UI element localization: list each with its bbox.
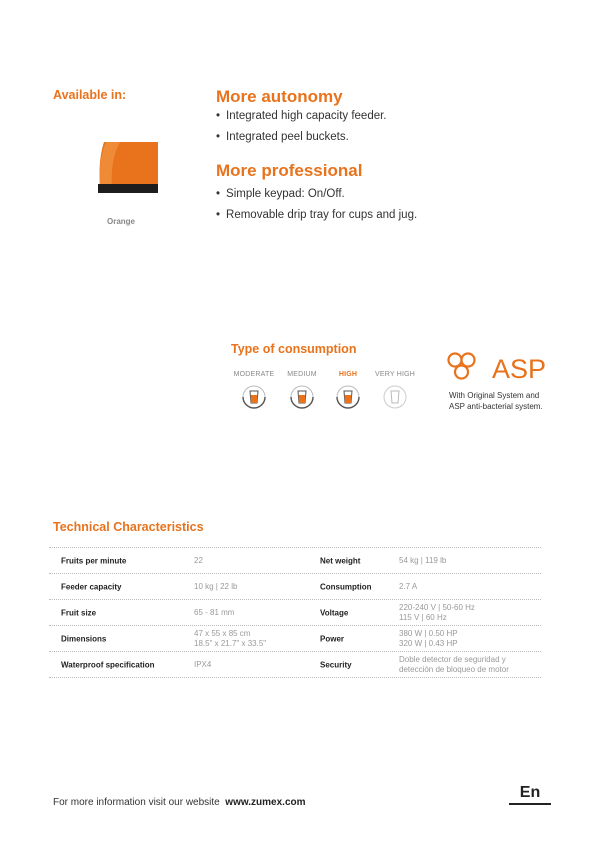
feature-list-professional xyxy=(216,184,417,226)
table-row xyxy=(49,600,541,626)
color-swatch-orange xyxy=(96,140,158,198)
spec-label: Consumption xyxy=(320,582,372,591)
feature-item: • Removable drip tray for cups and jug. xyxy=(216,205,417,226)
footer-text: For more information visit our website xyxy=(53,797,220,808)
spec-value: 47 x 55 x 85 cm 18.5" x 21.7" x 33.5" xyxy=(194,628,267,648)
spec-label: Voltage xyxy=(320,608,349,617)
table-row xyxy=(49,652,541,678)
spec-value: 22 xyxy=(194,555,203,565)
table-row xyxy=(49,626,541,652)
cup-icon xyxy=(335,384,361,410)
level-label: MEDIUM xyxy=(287,371,317,378)
spec-value: 65 - 81 mm xyxy=(194,607,235,617)
spec-label: Net weight xyxy=(320,556,361,565)
level-label: HIGH xyxy=(338,371,358,378)
feature-item: • Integrated high capacity feeder. xyxy=(216,106,387,127)
spec-label: Waterproof specification xyxy=(61,660,155,669)
feature-item: • Simple keypad: On/Off. xyxy=(216,184,417,205)
consumption-level-very-high xyxy=(369,371,421,410)
consumption-level-medium xyxy=(276,371,328,410)
feature-title-professional: More professional xyxy=(216,161,363,180)
spec-value: 10 kg | 22 lb xyxy=(194,581,238,591)
available-in-title: Available in: xyxy=(53,88,127,102)
asp-logo-text: ASP xyxy=(492,354,547,384)
spec-label: Dimensions xyxy=(61,634,107,643)
feature-list-autonomy xyxy=(216,106,387,148)
spec-label: Feeder capacity xyxy=(61,582,122,591)
spec-label: Fruits per minute xyxy=(61,556,127,565)
asp-description-line: With Original System and xyxy=(449,391,540,400)
cup-icon xyxy=(289,384,315,410)
language-indicator: En xyxy=(509,784,551,805)
spec-value: 380 W | 0.50 HP 320 W | 0.43 HP xyxy=(399,628,458,648)
spec-value: Doble detector de seguridad y detección de bloqueo de motor xyxy=(399,654,509,674)
cup-icon xyxy=(241,384,267,410)
color-name-label: Orange xyxy=(106,217,135,226)
website-link[interactable]: www.zumex.com xyxy=(225,797,306,808)
asp-logo xyxy=(446,349,556,385)
consumption-level-high xyxy=(322,371,374,410)
spec-label: Fruit size xyxy=(61,608,97,617)
feature-item: • Integrated peel buckets. xyxy=(216,127,387,148)
level-label: MODERATE xyxy=(233,371,275,378)
table-row xyxy=(49,574,541,600)
spec-value: 220-240 V | 50-60 Hz 115 V | 60 Hz xyxy=(399,602,475,622)
spec-label: Power xyxy=(320,634,345,643)
tech-title: Technical Characteristics xyxy=(53,520,204,534)
consumption-title: Type of consumption xyxy=(231,342,357,356)
spec-value: 2.7 A xyxy=(399,581,418,591)
cup-icon xyxy=(382,384,408,410)
consumption-level-moderate xyxy=(228,371,280,410)
spec-value: 54 kg | 119 lb xyxy=(399,555,447,565)
level-label: VERY HIGH xyxy=(374,371,416,378)
footer-info xyxy=(53,797,306,808)
feature-title-autonomy: More autonomy xyxy=(216,87,343,106)
tech-table xyxy=(49,547,541,678)
spec-label: Security xyxy=(320,660,352,669)
asp-description-line: ASP anti-bacterial system. xyxy=(449,402,543,411)
table-row xyxy=(49,547,541,574)
spec-value: IPX4 xyxy=(194,659,212,669)
asp-description xyxy=(449,390,569,412)
